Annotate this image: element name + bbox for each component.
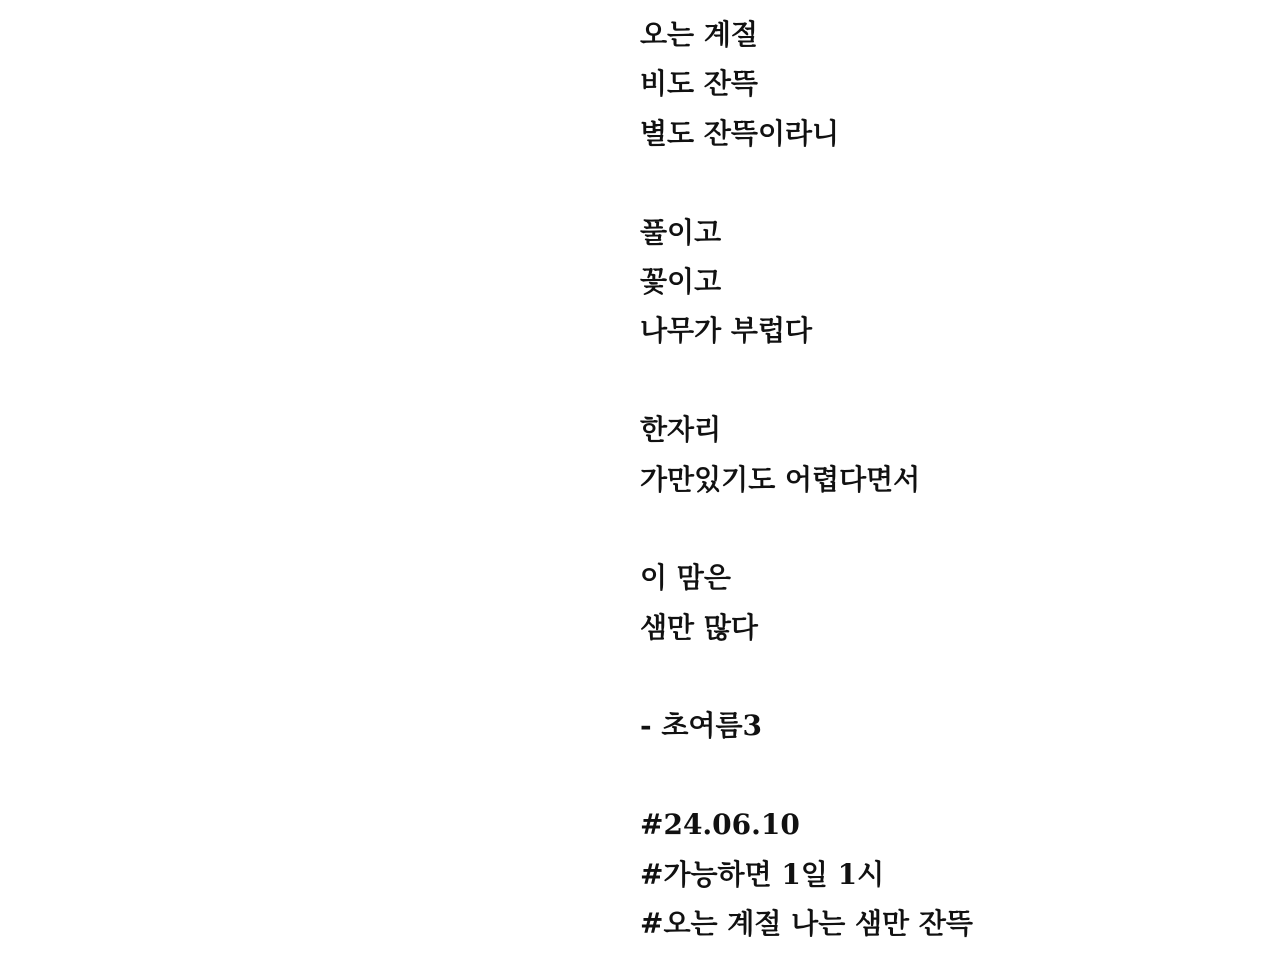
poem-line: 이 맘은 [640, 561, 731, 595]
hashtag-date: #24.06.10 [640, 808, 800, 842]
poem-signature: - 초여름3 [640, 709, 762, 743]
poem-text [640, 10, 1260, 948]
poem-line: 비도 잔뜩 [640, 67, 758, 101]
hashtag: #가능하면 1일 1시 [640, 857, 885, 891]
poem-line: 풀이고 [640, 215, 722, 249]
hashtag: #오는 계절 나는 샘만 잔뜩 [640, 907, 973, 941]
poem-line: 나무가 부럽다 [640, 314, 813, 348]
stanza-break [640, 356, 1260, 405]
poem-line: 한자리 [640, 413, 722, 447]
stanza-break [640, 158, 1260, 207]
poem-line: 가만있기도 어렵다면서 [640, 462, 921, 496]
poem-line: 꽃이고 [640, 264, 722, 298]
poem-line: 샘만 많다 [640, 610, 758, 644]
stanza-break [640, 504, 1260, 553]
poem-line: 별도 잔뜩이라니 [640, 116, 840, 150]
stanza-break [640, 652, 1260, 701]
poem-line: 오는 계절 [640, 18, 758, 51]
stanza-break [640, 751, 1260, 800]
